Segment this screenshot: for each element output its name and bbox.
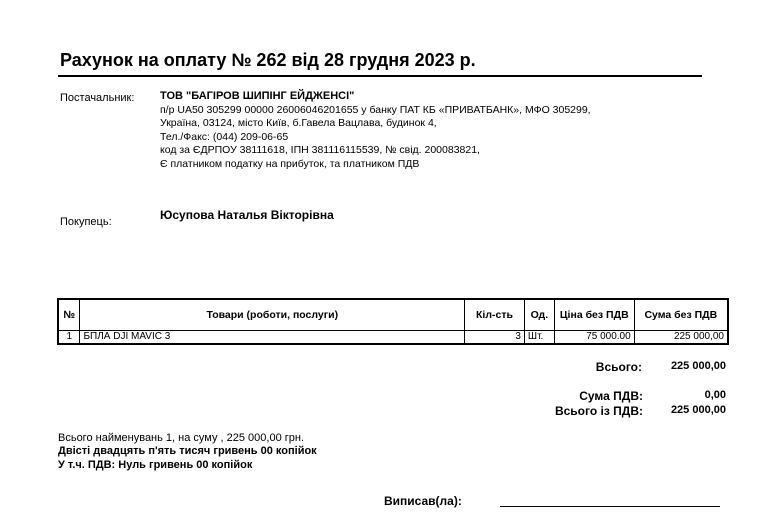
row-sum: 225 000,00 (634, 331, 728, 345)
total-label: Всього: (595, 360, 642, 374)
total-value: 225 000,00 (670, 360, 726, 372)
row-qty: 3 (465, 331, 525, 345)
header-unit: Од. (524, 299, 554, 331)
supplier-details (160, 90, 591, 171)
supplier-line-tax: Є платником податку на прибуток, та платником ПДВ (160, 157, 420, 170)
title-divider (58, 75, 702, 77)
supplier-line-phone: Тел./Факс: (044) 209-06-65 (160, 130, 289, 143)
total-vat-value: 225 000,00 (670, 404, 726, 416)
row-unit: Шт. (524, 331, 554, 345)
supplier-name: ТОВ "БАГІРОВ ШИПІНГ ЕЙДЖЕНСІ" (160, 90, 355, 102)
footer-amount-words: Двісті двадцять п'ять тисяч гривень 00 копійок (58, 445, 317, 457)
items-table (57, 298, 729, 345)
header-price: Ціна без ПДВ (554, 299, 634, 331)
table-row (58, 331, 728, 345)
buyer-label: Покупець: (60, 216, 112, 228)
header-num: № (58, 299, 80, 331)
row-num: 1 (58, 331, 80, 345)
vat-value: 0,00 (704, 389, 726, 401)
supplier-line-codes: код за ЄДРПОУ 38111618, ІПН 381116115539, № свід. 200083821, (160, 144, 480, 156)
invoice-title: Рахунок на оплату № 262 від 28 грудня 2023 р. (60, 50, 476, 70)
row-goods: БПЛА DJI MAVIC 3 (80, 331, 465, 345)
table-header-row (58, 299, 728, 331)
supplier-line-address: Україна, 03124, місто Київ, б.Гавела Вацлава, будинок 4, (160, 117, 437, 129)
signature-line (500, 506, 720, 507)
supplier-line-bank: п/р UA50 305299 00000 26006046201655 у банку ПАТ КБ «ПРИВАТБАНК», МФО 305299, (160, 103, 591, 116)
header-qty: Кіл-сть (465, 299, 525, 331)
footer-vat-words: У т.ч. ПДВ: Нуль гривень 00 копійок (58, 459, 253, 471)
row-price: 75 000.00 (554, 331, 634, 345)
total-vat-label: Всього із ПДВ: (554, 404, 643, 418)
buyer-name: Юсупова Наталья Вікторівна (160, 208, 334, 222)
signed-label: Виписав(ла): (384, 494, 462, 508)
supplier-label: Постачальник: (60, 92, 135, 104)
header-goods: Товари (роботи, послуги) (80, 299, 465, 331)
header-sum: Сума без ПДВ (634, 299, 728, 331)
vat-label: Сума ПДВ: (579, 389, 643, 403)
footer-summary: Всього найменувань 1, на суму , 225 000,00 грн. (58, 432, 305, 444)
